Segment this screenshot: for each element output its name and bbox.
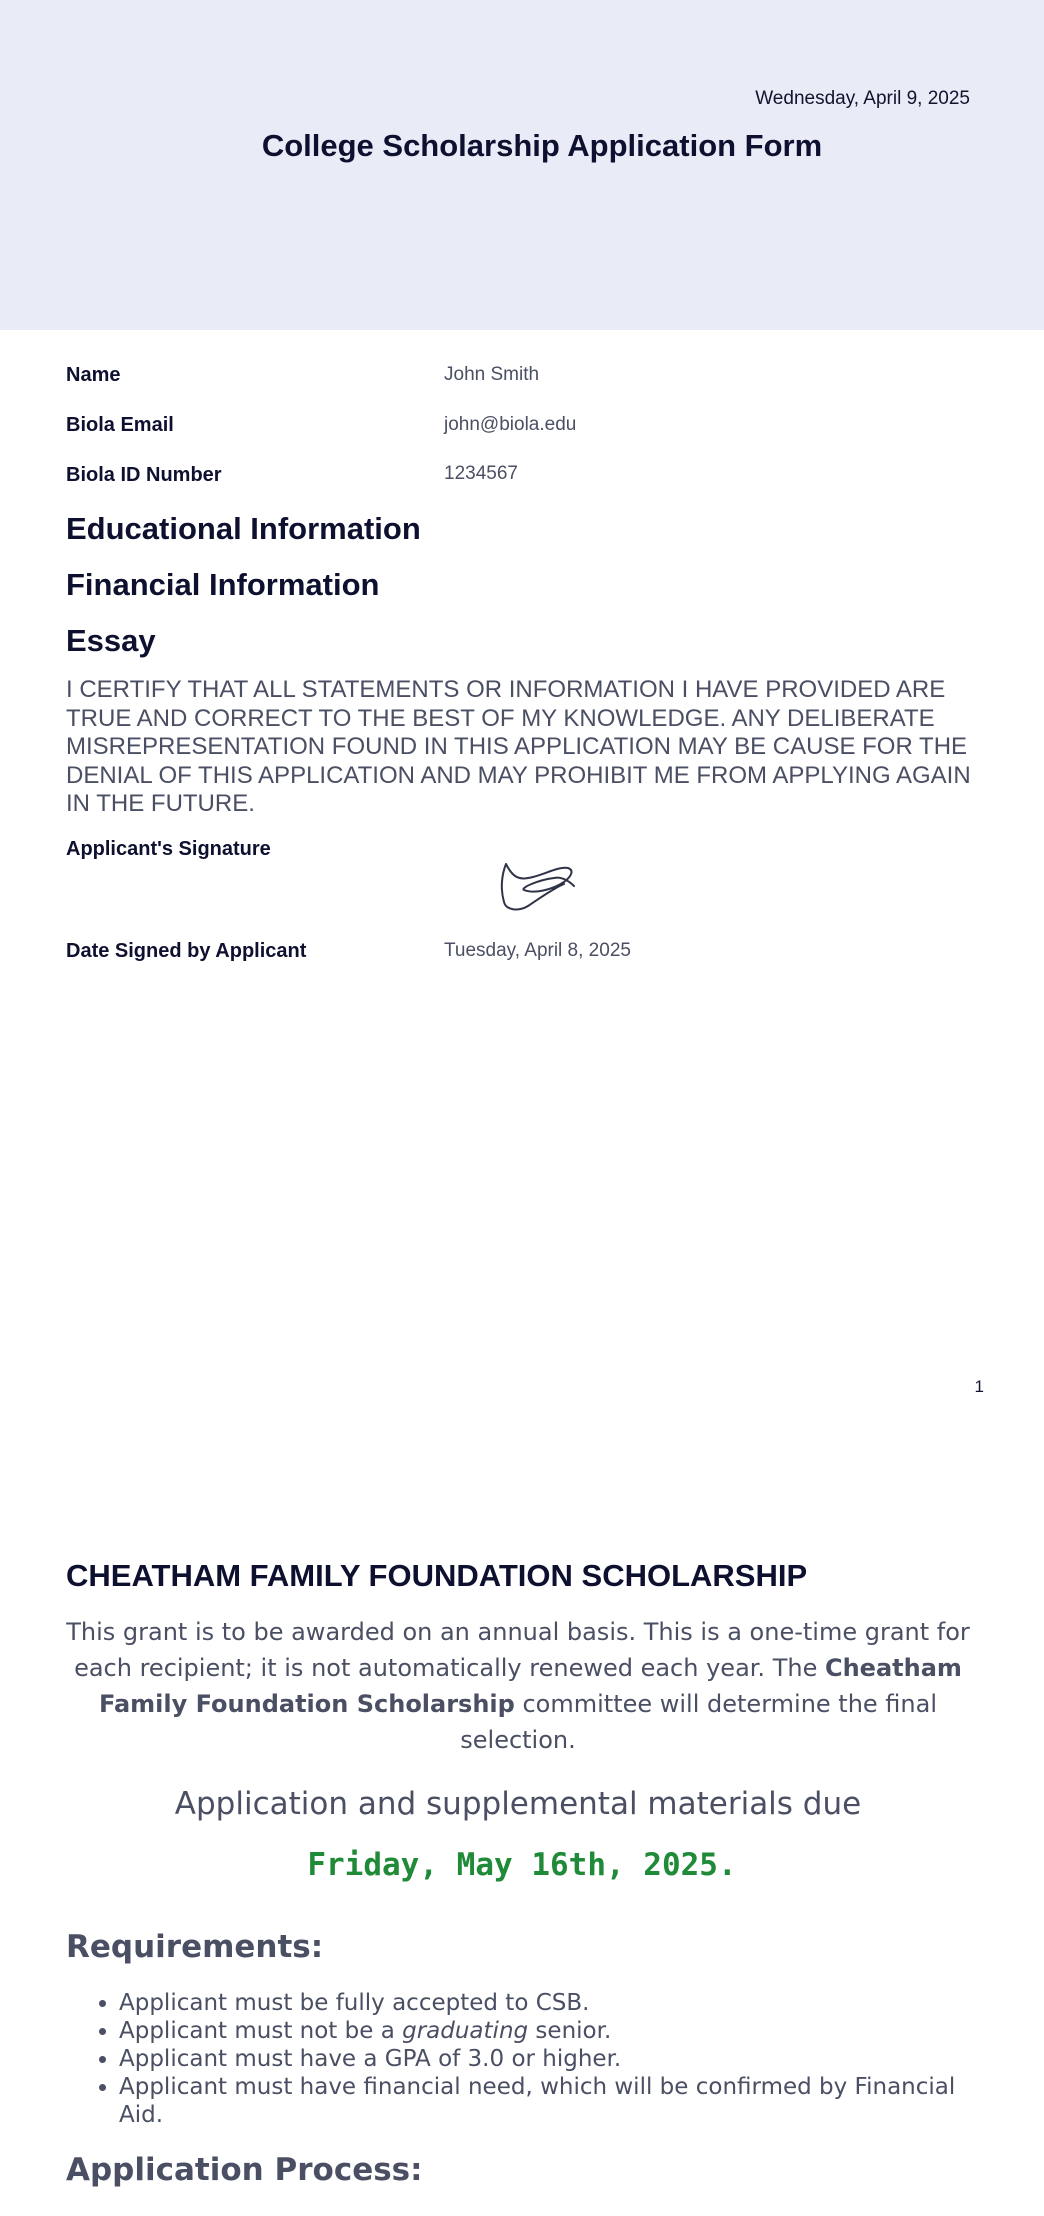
desc-scholarship-name: Cheatham Family Foundation Scholarship xyxy=(98,1654,962,1718)
req-text: senior. xyxy=(528,2018,612,2044)
name-value: John Smith xyxy=(444,364,540,385)
financial-info-heading: Financial Information xyxy=(66,567,380,602)
name-label: Name xyxy=(66,364,121,386)
essay-heading: Essay xyxy=(66,623,156,658)
email-value: john@biola.edu xyxy=(444,414,577,435)
list-item: • Applicant must be fully accepted to CSB. xyxy=(119,1989,966,2017)
requirements-list xyxy=(66,1989,966,2129)
header-date: Wednesday, April 9, 2025 xyxy=(755,88,970,109)
id-number-value: 1234567 xyxy=(444,463,518,484)
educational-info-heading: Educational Information xyxy=(66,511,421,546)
application-process-heading: Application Process: xyxy=(66,2152,423,2188)
due-date: Friday, May 16th, 2025. xyxy=(307,1847,737,1883)
desc-text-1: This grant is to be awarded on an annual basis. This is a one-time grant for each recipient; it is not automatically renewed each year. The xyxy=(66,1618,970,1682)
certification-statement: I CERTIFY THAT ALL STATEMENTS OR INFORMATION I HAVE PROVIDED ARE TRUE AND CORRECT TO THE BEST OF MY KNOWLEDGE. ANY DELIBERATE MISREPRESENTATION FOUND IN THIS APPLICATION MAY BE CAUSE FOR THE DENIAL OF THIS APPLICATION AND MAY PROHIBIT ME FROM APPLYING AGAIN IN THE FUTURE. xyxy=(66,676,971,817)
req-text: Applicant must not be a xyxy=(119,2018,403,2044)
desc-text-2: committee will determine the final selection. xyxy=(460,1690,938,1754)
header-band xyxy=(0,0,1044,330)
form-title: College Scholarship Application Form xyxy=(261,128,823,163)
req-emphasis: graduating xyxy=(402,2018,529,2044)
date-signed-label: Date Signed by Applicant xyxy=(66,940,307,962)
due-text: Application and supplemental materials due xyxy=(174,1786,862,1822)
signature-image xyxy=(498,858,578,914)
requirements-heading: Requirements: xyxy=(66,1929,324,1965)
page-number: 1 xyxy=(974,1377,984,1396)
date-signed-value: Tuesday, April 8, 2025 xyxy=(444,940,631,961)
email-label: Biola Email xyxy=(66,414,174,436)
list-item: • Applicant must have financial need, which will be confirmed by Financial Aid. xyxy=(119,2073,966,2129)
list-item xyxy=(119,2017,966,2045)
scholarship-title: CHEATHAM FAMILY FOUNDATION SCHOLARSHIP xyxy=(66,1558,808,1593)
signature-label: Applicant's Signature xyxy=(66,838,271,860)
list-item: • Applicant must have a GPA of 3.0 or higher. xyxy=(119,2045,966,2073)
scholarship-description xyxy=(66,1614,970,1758)
id-number-label: Biola ID Number xyxy=(66,464,222,486)
